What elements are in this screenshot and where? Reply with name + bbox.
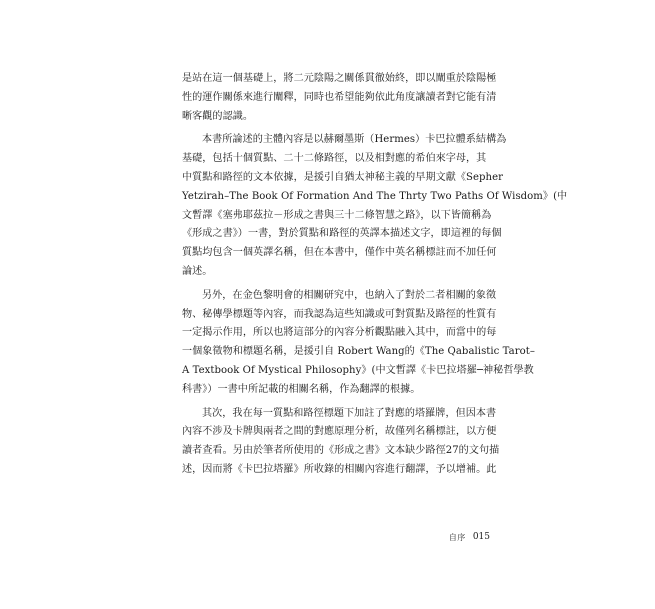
- body-text: [182, 70, 568, 480]
- text-line: 中質點和路徑的文本依據，是援引自猶太神秘主義的早期文獻《Sepher: [182, 171, 503, 183]
- text-line: 本書所論述的主體內容是以赫爾墨斯（Hermes）卡巴拉體系結構為: [202, 134, 507, 146]
- paragraph: [182, 131, 568, 281]
- text-line: 內容不涉及卡牌與兩者之間的對應原理分析，故僅列名稱標註，以方便: [182, 426, 497, 438]
- paragraph: [182, 405, 500, 480]
- text-line: Yetzirah–The Book Of Formation And The Thrty Two Paths Of Wisdom》(中: [182, 190, 568, 202]
- running-title: 自序: [448, 533, 466, 542]
- page-number: 015: [472, 532, 490, 542]
- page-footer: [420, 532, 490, 543]
- text-line: 其次，我在每一質點和路徑標題下加註了對應的塔羅牌，但因本書: [202, 407, 497, 419]
- text-line: 晰客觀的認識。: [182, 110, 254, 122]
- text-line: 科書》）一書中所記載的相關名稱，作為翻譯的根據。: [182, 383, 421, 395]
- text-line: 性的運作關係來進行闡釋，同時也希望能夠依此角度讓讀者對它能有清: [182, 91, 497, 103]
- paragraph: [182, 70, 497, 126]
- text-line: 論述。: [182, 265, 213, 277]
- text-line: 另外，在金色黎明會的相關研究中，也納入了對於二者相關的象徵: [202, 289, 497, 301]
- text-line: 基礎，包括十個質點、二十二條路徑，以及相對應的希伯來字母，其: [182, 153, 487, 165]
- text-line: 物、秘傳學標題等內容，而我認為這些知識或可對質點及路徑的性質有: [182, 308, 497, 320]
- text-line: 是站在這一個基礎上，將二元陰陽之關係貫徹始終，即以闡重於陰陽極: [182, 73, 497, 84]
- text-line: 讀者查看。另由於筆者所使用的《形成之書》文本缺少路徑27的文句描: [182, 445, 500, 457]
- text-line: 《形成之書》）一書，對於質點和路徑的英譯本描述文字，即這裡的每個: [182, 228, 502, 240]
- text-line: A Textbook Of Mystical Philosophy》(中文暫譯《卡巴拉塔羅─神秘哲學教: [182, 364, 534, 376]
- paragraph: [182, 287, 535, 400]
- text-line: 述，因而將《卡巴拉塔羅》所收錄的相關內容進行翻譯，予以增補。此: [182, 463, 497, 475]
- text-line: 文暫譯《塞弗耶茲拉－形成之書與三十二條智慧之路》，以下皆簡稱為: [182, 209, 492, 221]
- text-line: 一個象徵物和標題名稱，是援引自 Robert Wang的《The Qabalistic Tarot–: [182, 346, 535, 358]
- text-line: 一定揭示作用，所以也將這部分的內容分析觀點融入其中，而當中的每: [182, 327, 497, 339]
- text-line: 質點均包含一個英譯名稱，但在本書中，僅作中英名稱標註而不加任何: [182, 247, 497, 259]
